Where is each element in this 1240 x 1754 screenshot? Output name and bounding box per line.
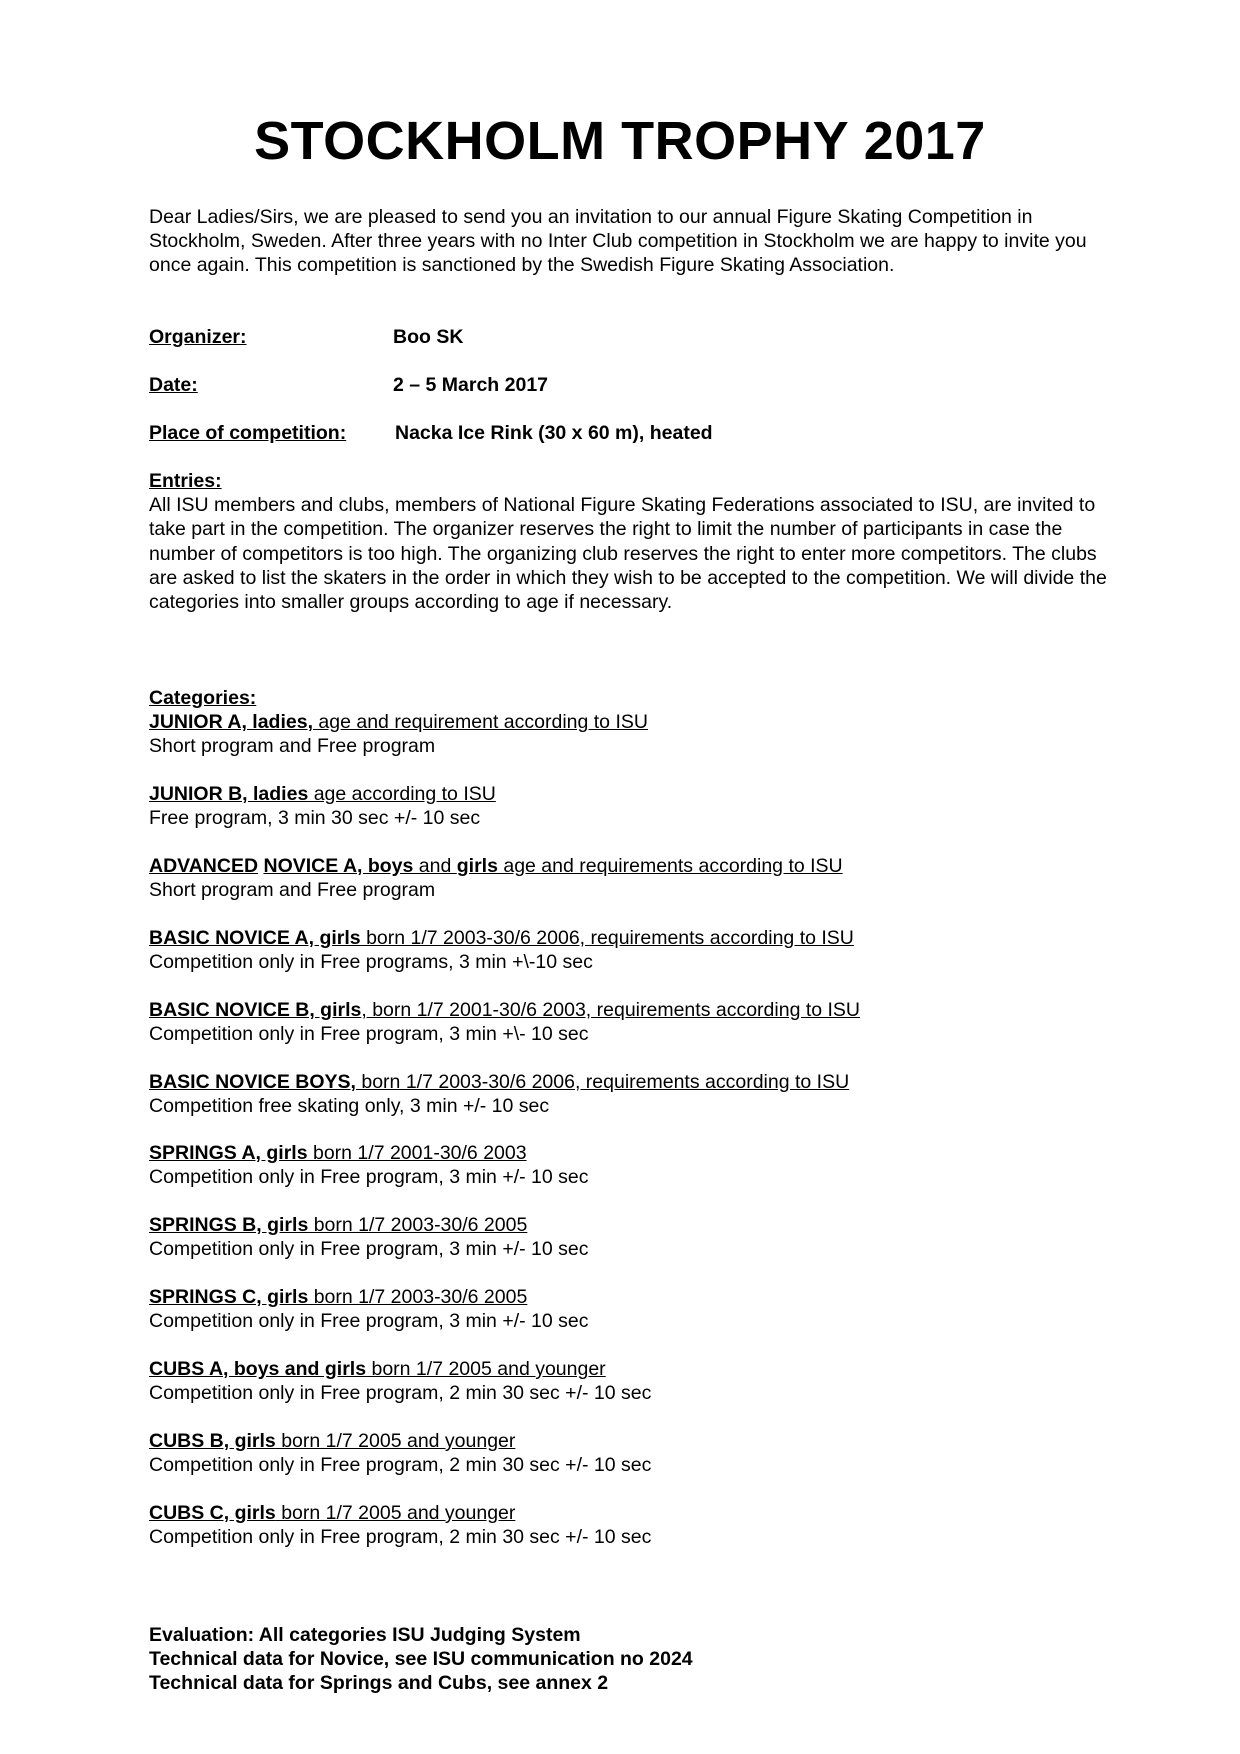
category-title: JUNIOR A, ladies, age and requirement according to ISU [149, 711, 648, 733]
category-title: SPRINGS C, girls born 1/7 2003-30/6 2005 [149, 1286, 528, 1308]
category-item [149, 1501, 651, 1549]
category-detail: Competition only in Free program, 2 min 30 sec +/- 10 sec [149, 1382, 652, 1405]
category-item [149, 926, 854, 974]
entries-label: Entries: [149, 470, 222, 492]
category-detail: Short program and Free program [149, 879, 436, 902]
category-item [149, 1141, 588, 1189]
technical-data-springs-cubs-note: Technical data for Springs and Cubs, see annex 2 [149, 1672, 609, 1694]
category-detail: Competition only in Free programs, 3 min +\-10 sec [149, 951, 593, 974]
category-title: CUBS C, girls born 1/7 2005 and younger [149, 1502, 516, 1524]
category-title: BASIC NOVICE B, girls, born 1/7 2001-30/6 2003, requirements according to ISU [149, 999, 861, 1021]
category-detail: Competition only in Free program, 2 min 30 sec +/- 10 sec [149, 1526, 652, 1549]
category-item [149, 998, 860, 1046]
category-detail: Competition only in Free program, 3 min +\- 10 sec [149, 1023, 589, 1046]
category-item [149, 854, 843, 902]
category-item [149, 782, 496, 830]
category-title: CUBS A, boys and girls born 1/7 2005 and younger [149, 1358, 606, 1380]
category-title: CUBS B, girls born 1/7 2005 and younger [149, 1430, 516, 1452]
category-detail: Short program and Free program [149, 735, 436, 758]
category-item [149, 1429, 651, 1477]
category-detail: Competition only in Free program, 3 min +/- 10 sec [149, 1310, 589, 1333]
category-detail: Free program, 3 min 30 sec +/- 10 sec [149, 807, 481, 830]
organizer-value: Boo SK [393, 326, 464, 348]
place-value: Nacka Ice Rink (30 x 60 m), heated [395, 422, 713, 444]
category-title: SPRINGS B, girls born 1/7 2003-30/6 2005 [149, 1214, 528, 1236]
categories-label: Categories: [149, 687, 257, 709]
date-label: Date: [149, 374, 198, 396]
technical-data-novice-note: Technical data for Novice, see ISU communication no 2024 [149, 1648, 693, 1670]
category-detail: Competition only in Free program, 3 min +/- 10 sec [149, 1166, 589, 1189]
entries-text: All ISU members and clubs, members of National Figure Skating Federations associated to ISU, are invited to take part in the competition. The organizer reserves the right to limit the number of participants in case the number of competitors is too high. The organizing club reserves the right to enter more competitors. The clubs are asked to list the skaters in the order in which they wish to be accepted to the competition. We will divide the categories into smaller groups according to age if necessary. [149, 494, 1107, 614]
category-item [149, 1357, 651, 1405]
date-value: 2 – 5 March 2017 [393, 374, 549, 396]
category-item [149, 1070, 849, 1118]
intro-paragraph: Dear Ladies/Sirs, we are pleased to send you an invitation to our annual Figure Skating Competition in Stockholm, Sweden. After three years with no Inter Club competition in Stockholm we are happy to invite you once again. This competition is sanctioned by the Swedish Figure Skating Association. [149, 206, 1087, 277]
category-title: BASIC NOVICE BOYS, born 1/7 2003-30/6 2006, requirements according to ISU [149, 1071, 850, 1093]
category-title: SPRINGS A, girls born 1/7 2001-30/6 2003 [149, 1142, 527, 1164]
category-title: JUNIOR B, ladies age according to ISU [149, 783, 496, 805]
category-title: ADVANCED NOVICE A, boys and girls age and requirements according to ISU [149, 855, 843, 877]
category-detail: Competition only in Free program, 2 min 30 sec +/- 10 sec [149, 1454, 652, 1477]
category-detail: Competition free skating only, 3 min +/- 10 sec [149, 1095, 550, 1118]
footer-notes [149, 1623, 693, 1695]
entries-section [149, 469, 1109, 614]
category-title: BASIC NOVICE A, girls born 1/7 2003-30/6 2006, requirements according to ISU [149, 927, 854, 949]
category-detail: Competition only in Free program, 3 min +/- 10 sec [149, 1238, 589, 1261]
evaluation-note: Evaluation: All categories ISU Judging System [149, 1624, 581, 1646]
place-label: Place of competition: [149, 422, 347, 444]
organizer-label: Organizer: [149, 326, 247, 348]
categories-heading [149, 686, 1109, 710]
category-item [149, 1213, 588, 1261]
category-item [149, 710, 648, 758]
document-title: STOCKHOLM TROPHY 2017 [254, 111, 986, 171]
category-item [149, 1285, 588, 1333]
